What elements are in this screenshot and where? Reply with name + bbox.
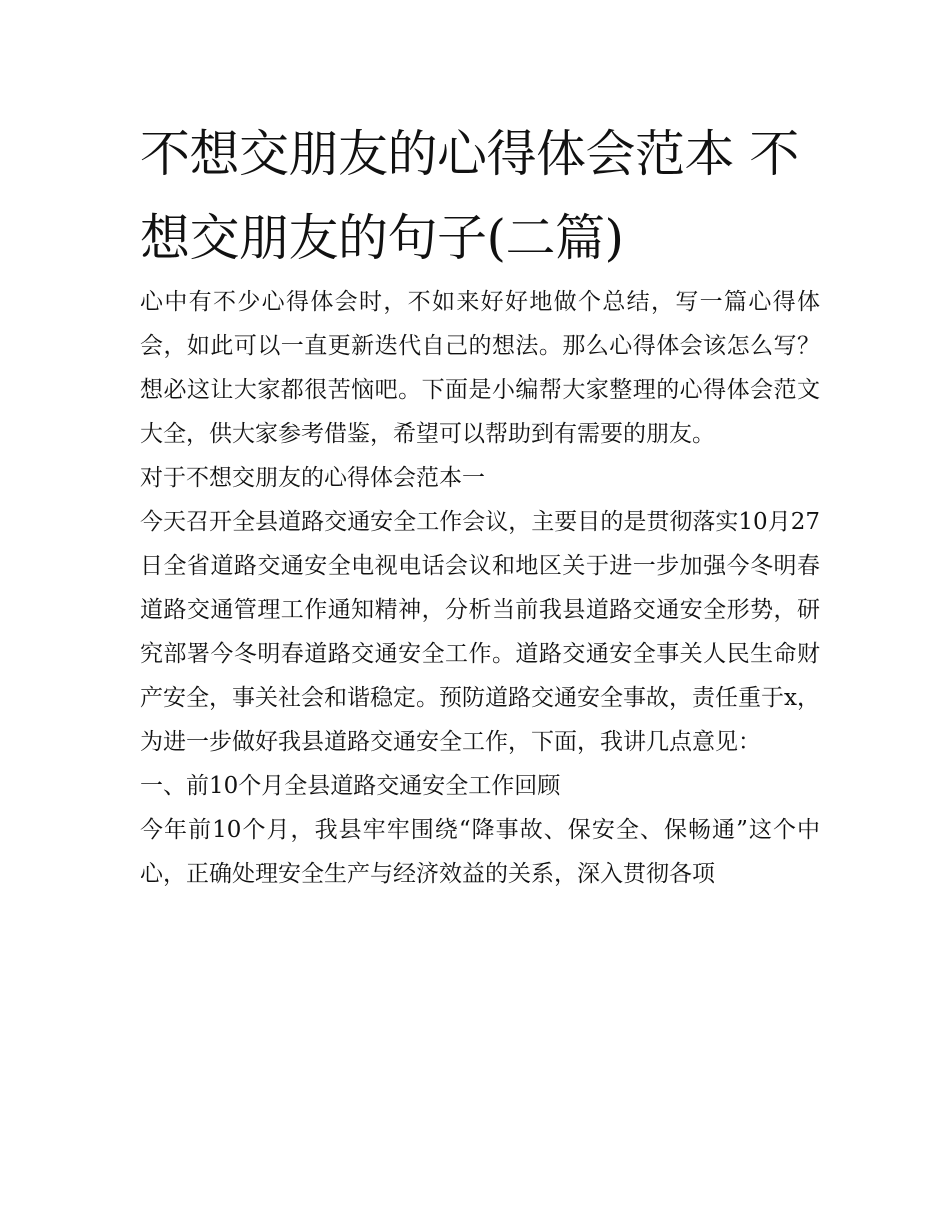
intro-paragraph: 心中有不少心得体会时，不如来好好地做个总结，写一篇心得体会，如此可以一直更新迭代自己的想法。那么心得体会该怎么写？想必这让大家都很苦恼吧。下面是小编帮大家整理的心得体会范文大全，供大家参考借鉴，希望可以帮助到有需要的朋友。 [140, 289, 820, 447]
speech-paragraph: 今天召开全县道路交通安全工作会议，主要目的是贯彻落实10月27日全省道路交通安全电视电话会议和地区关于进一步加强今冬明春道路交通管理工作通知精神，分析当前我县道路交通安全形势，研究部署今冬明春道路交通安全工作。道路交通安全事关人民生命财产安全，事关社会和谐稳定。预防道路交通安全事故，责任重于x，为进一步做好我县道路交通安全工作，下面，我讲几点意见： [140, 509, 820, 755]
document-title: 不想交朋友的心得体会范本 不想交朋友的句子(二篇) [140, 125, 799, 267]
document-body [140, 280, 820, 896]
review-paragraph: 今年前10个月，我县牢牢围绕“降事故、保安全、保畅通”这个中心，正确处理安全生产与经济效益的关系，深入贯彻各项 [140, 817, 820, 887]
section-heading-review: 一、前10个月全县道路交通安全工作回顾 [140, 773, 561, 799]
section-heading-sample-one: 对于不想交朋友的心得体会范本一 [140, 465, 485, 491]
